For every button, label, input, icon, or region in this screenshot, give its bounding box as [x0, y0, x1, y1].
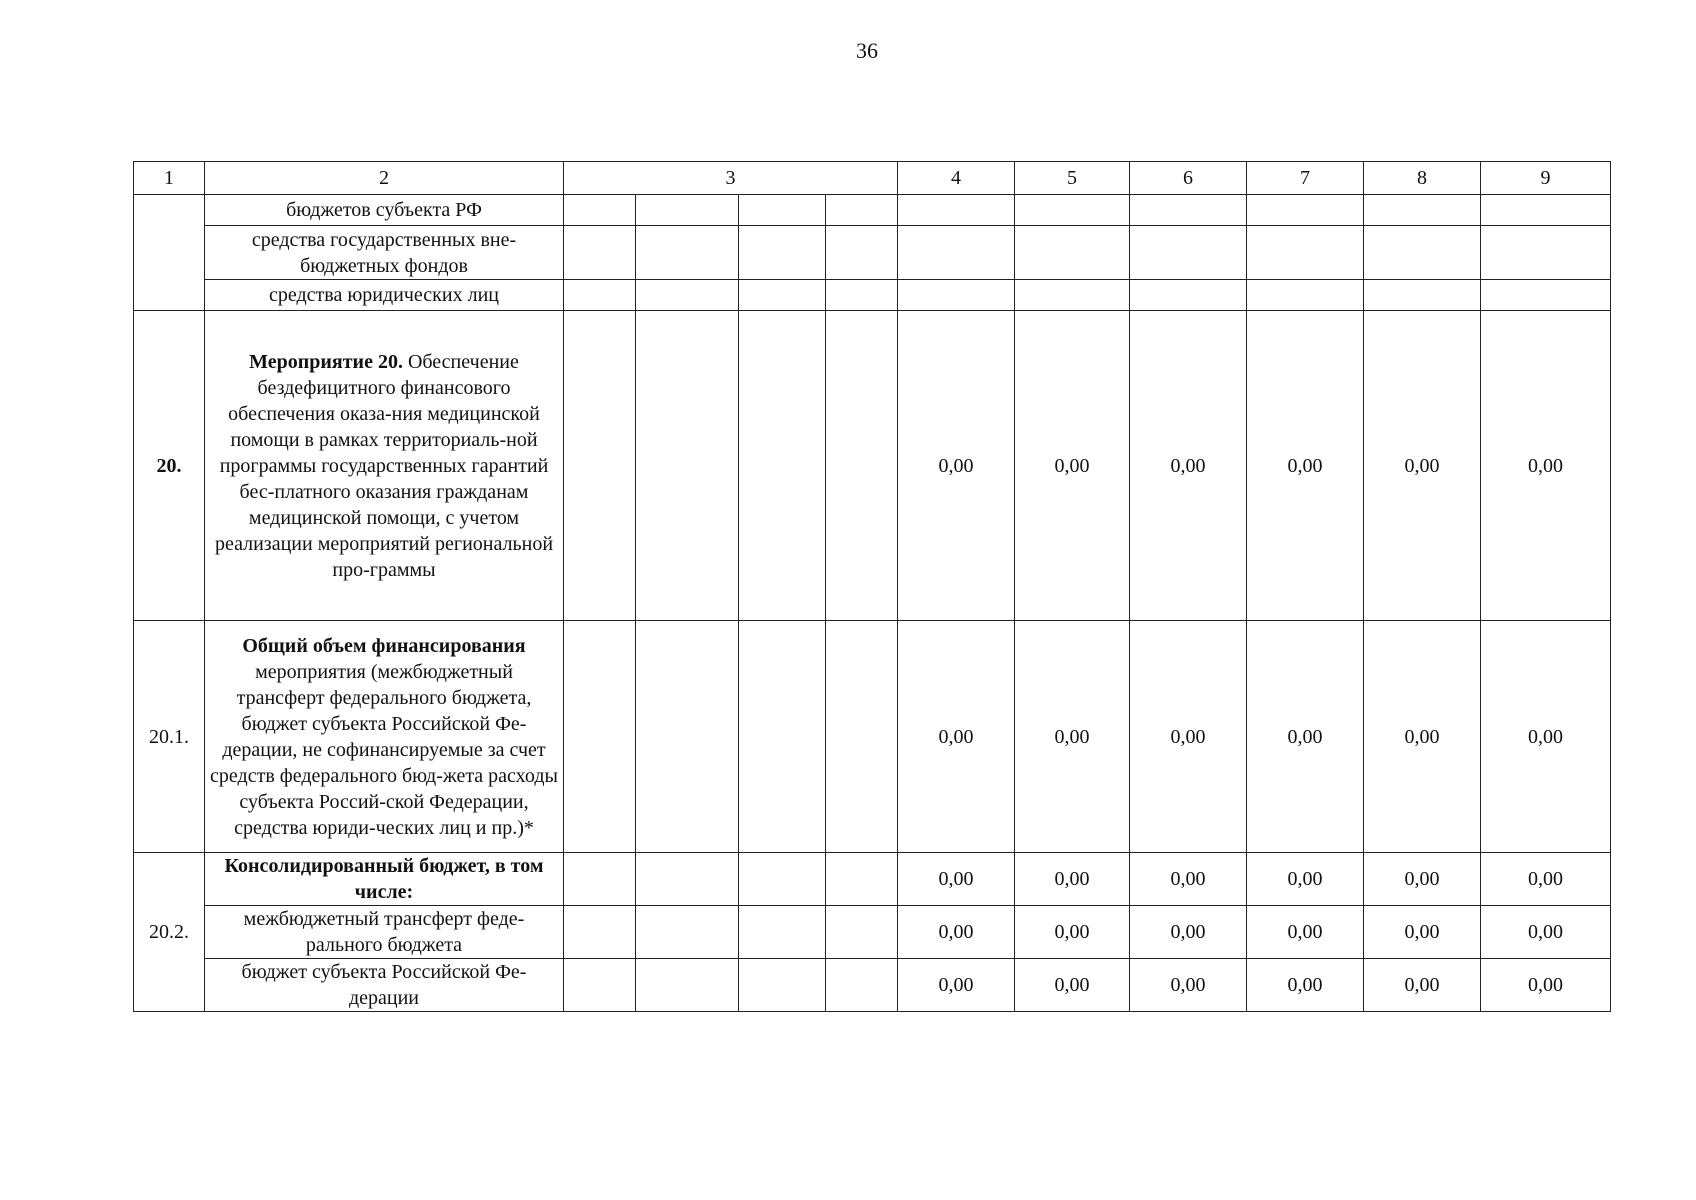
empty-cell	[739, 959, 826, 1012]
empty-cell	[826, 195, 898, 226]
empty-cell	[636, 621, 739, 853]
table-row	[134, 311, 1611, 621]
empty-cell	[1247, 195, 1364, 226]
header-cell: 9	[1481, 162, 1611, 195]
value-cell: 0,00	[1015, 906, 1130, 959]
value-cell: 0,00	[1481, 959, 1611, 1012]
empty-cell	[739, 311, 826, 621]
empty-cell	[636, 311, 739, 621]
row-label-text: Обеспечение бездефицитного финансового обеспечения оказа-ния медицинской помощи в рамках территориаль-ной программы государственных гарантий бес-платного оказания гражданам медицинской помощи, с учетом реализации мероприятий региональной про-граммы	[214, 350, 554, 581]
value-cell: 0,00	[1481, 311, 1611, 621]
empty-cell	[1247, 280, 1364, 311]
row-label: межбюджетный трансферт феде-рального бюджета	[205, 906, 564, 959]
table-row	[134, 959, 1611, 1012]
empty-cell	[564, 311, 636, 621]
empty-cell	[1130, 195, 1247, 226]
empty-cell	[1364, 195, 1481, 226]
empty-cell	[826, 621, 898, 853]
empty-cell	[898, 226, 1015, 280]
value-cell: 0,00	[1247, 621, 1364, 853]
header-row	[134, 162, 1611, 195]
table-row	[134, 906, 1611, 959]
row-label: бюджетов субъекта РФ	[205, 195, 564, 226]
empty-cell	[1130, 226, 1247, 280]
empty-cell	[1364, 226, 1481, 280]
value-cell: 0,00	[1364, 621, 1481, 853]
empty-cell	[739, 195, 826, 226]
header-cell: 6	[1130, 162, 1247, 195]
value-cell: 0,00	[1364, 311, 1481, 621]
value-cell: 0,00	[1015, 621, 1130, 853]
value-cell: 0,00	[1247, 853, 1364, 906]
page-number: 36	[856, 38, 878, 63]
header-cell: 1	[134, 162, 205, 195]
value-cell: 0,00	[1247, 311, 1364, 621]
empty-cell	[826, 226, 898, 280]
empty-cell	[739, 280, 826, 311]
row-number: 20.1.	[134, 621, 205, 853]
value-cell: 0,00	[898, 959, 1015, 1012]
value-cell: 0,00	[1130, 621, 1247, 853]
empty-cell	[564, 195, 636, 226]
empty-cell	[1481, 280, 1611, 311]
row-label: средства юридических лиц	[205, 280, 564, 311]
row-label-bold: Мероприятие 20.	[249, 350, 403, 373]
table-row	[134, 195, 1611, 226]
value-cell: 0,00	[1015, 959, 1130, 1012]
table-row	[134, 853, 1611, 906]
empty-cell	[826, 280, 898, 311]
row-number: 20.2.	[134, 853, 205, 1012]
row-label	[205, 311, 564, 621]
value-cell: 0,00	[1015, 853, 1130, 906]
empty-cell	[636, 226, 739, 280]
value-cell: 0,00	[1130, 906, 1247, 959]
row-label	[205, 621, 564, 853]
header-cell: 2	[205, 162, 564, 195]
empty-cell	[636, 853, 739, 906]
value-cell: 0,00	[1247, 959, 1364, 1012]
empty-cell	[1481, 195, 1611, 226]
empty-cell	[1130, 280, 1247, 311]
value-cell: 0,00	[1364, 959, 1481, 1012]
value-cell: 0,00	[1015, 311, 1130, 621]
row-number-cell	[134, 195, 205, 311]
header-cell: 7	[1247, 162, 1364, 195]
value-cell: 0,00	[1364, 906, 1481, 959]
empty-cell	[1015, 195, 1130, 226]
empty-cell	[1481, 226, 1611, 280]
value-cell: 0,00	[1130, 853, 1247, 906]
empty-cell	[826, 906, 898, 959]
empty-cell	[636, 195, 739, 226]
empty-cell	[636, 280, 739, 311]
row-label: Консолидированный бюджет, в том числе:	[205, 853, 564, 906]
row-label-text: мероприятия (межбюджетный трансферт федерального бюджета, бюджет субъекта Российской Фе-дерации, не софинансируемые за счет средств федерального бюд-жета расходы субъекта Россий-ской Федерации, средства юриди-ческих лиц и пр.)*	[210, 660, 558, 839]
empty-cell	[636, 959, 739, 1012]
value-cell: 0,00	[1481, 621, 1611, 853]
value-cell: 0,00	[1481, 853, 1611, 906]
value-cell: 0,00	[898, 906, 1015, 959]
empty-cell	[1364, 280, 1481, 311]
empty-cell	[898, 195, 1015, 226]
empty-cell	[826, 959, 898, 1012]
value-cell: 0,00	[1247, 906, 1364, 959]
empty-cell	[739, 906, 826, 959]
value-cell: 0,00	[1130, 959, 1247, 1012]
empty-cell	[1247, 226, 1364, 280]
empty-cell	[564, 226, 636, 280]
empty-cell	[898, 280, 1015, 311]
empty-cell	[564, 959, 636, 1012]
empty-cell	[564, 280, 636, 311]
row-label: средства государственных вне-бюджетных фондов	[205, 226, 564, 280]
budget-table	[133, 161, 1611, 1012]
header-cell: 4	[898, 162, 1015, 195]
empty-cell	[564, 853, 636, 906]
value-cell: 0,00	[898, 853, 1015, 906]
empty-cell	[739, 853, 826, 906]
table-row	[134, 280, 1611, 311]
value-cell: 0,00	[898, 311, 1015, 621]
empty-cell	[564, 906, 636, 959]
header-cell: 8	[1364, 162, 1481, 195]
empty-cell	[1015, 226, 1130, 280]
row-number: 20.	[134, 311, 205, 621]
row-label: бюджет субъекта Российской Фе-дерации	[205, 959, 564, 1012]
row-label-bold: Общий объем финансирования	[242, 634, 526, 657]
table-row	[134, 226, 1611, 280]
value-cell: 0,00	[1481, 906, 1611, 959]
empty-cell	[826, 311, 898, 621]
empty-cell	[1015, 280, 1130, 311]
header-cell: 5	[1015, 162, 1130, 195]
empty-cell	[739, 621, 826, 853]
value-cell: 0,00	[1364, 853, 1481, 906]
header-cell: 3	[564, 162, 898, 195]
empty-cell	[636, 906, 739, 959]
empty-cell	[739, 226, 826, 280]
table-row	[134, 621, 1611, 853]
empty-cell	[826, 853, 898, 906]
value-cell: 0,00	[1130, 311, 1247, 621]
value-cell: 0,00	[898, 621, 1015, 853]
empty-cell	[564, 621, 636, 853]
